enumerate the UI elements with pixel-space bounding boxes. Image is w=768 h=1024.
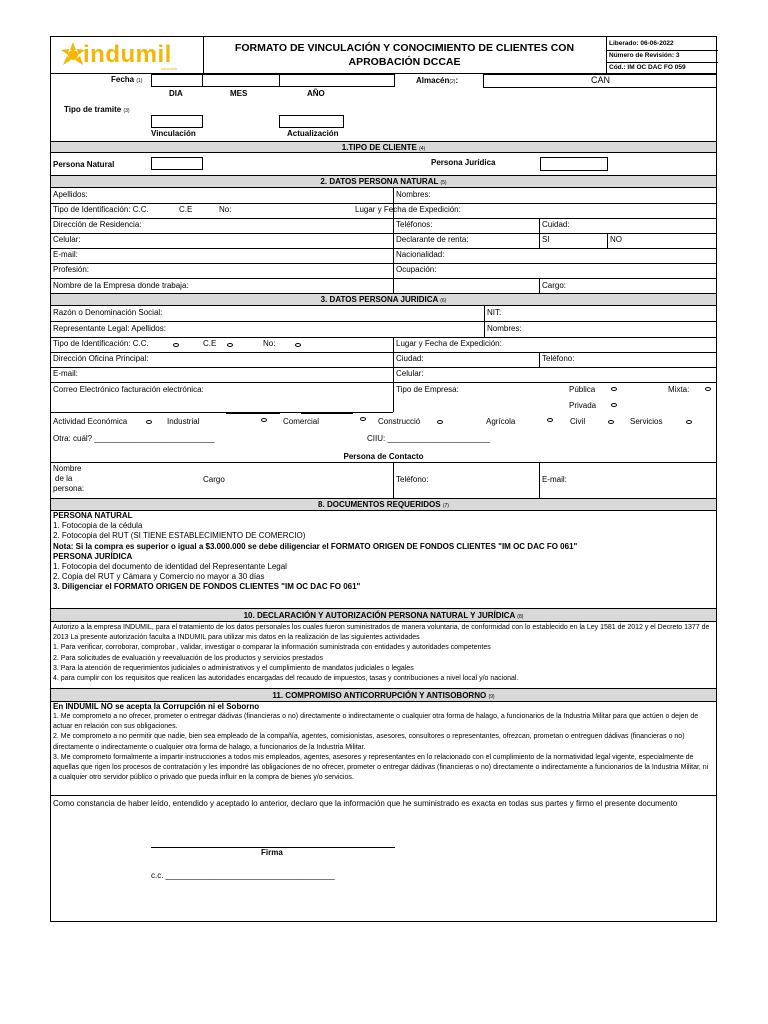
otra-cual-field[interactable]: Otra: cuál? ___________________________ (53, 434, 215, 443)
comercial-label: Comercial (283, 417, 320, 426)
pj-tipo-id-label: Tipo de Identificación: C.C. (53, 339, 149, 348)
pn-docs-title: PERSONA NATURAL (53, 511, 133, 520)
pn-doc-2: 2. Fotocopia del RUT (SI TIENE ESTABLECIMIENTO DE COMERCIO) (53, 531, 306, 541)
nota: Nota: Si la compra es superior o igual a $3.000.000 se debe diligenciar el FORMATO ORIGEN DE FONDOS CLIENTES "IM OC DAC FO 061" (53, 541, 578, 551)
persona-juridica-label: Persona Jurídica (431, 158, 496, 167)
logo-tagline: colombia (161, 66, 178, 71)
fecha-label: Fecha (1) (111, 75, 143, 84)
construccion-label: Construcció (378, 417, 421, 426)
direccion-label: Dirección de Residencia: (53, 220, 142, 229)
compromiso-item-2: 2. Me comprometo a no permitir que nadie, bien sea empleado de la compañía, agentes, comisionistas, asesores, consultores o representantes, ofrezcan, prometan o entreguen dádivas (financieras o no) directamente o indirectamente o cualquier otra forma de halago, a funcionarios de la Industria Militar. (53, 733, 685, 751)
servicios-radio[interactable] (686, 420, 692, 424)
constancia-text: Como constancia de haber leído, entendido y aceptado lo anterior, declaro que la información que he suministrado es exacta en todas sus partes y firmo el presente documento (53, 799, 678, 808)
pj-ce-label: C.E (203, 339, 217, 348)
telefonos-label: Teléfonos: (396, 220, 433, 229)
civil-radio[interactable] (608, 420, 614, 424)
persona-natural-checkbox[interactable] (151, 157, 203, 170)
actualizacion-checkbox[interactable] (279, 115, 344, 128)
contacto-nombre-label: Nombre de la persona: (53, 464, 85, 493)
civil-label: Civil (570, 417, 586, 426)
construccion-radio-2[interactable] (437, 420, 443, 424)
documentos-requeridos (53, 511, 713, 593)
nit-label: NIT: (487, 308, 502, 317)
privada-label: Privada (569, 401, 597, 410)
declaracion-item-4: 4. para cumplir con los requisitos que realicen las autoridades encargadas del recaudo de impuestos, tasas y contribuciones a nivel local y/o nacional. (53, 675, 519, 683)
pj-no-label: No: (263, 339, 276, 348)
contacto-cargo-label: Cargo (203, 475, 225, 484)
pj-doc-2: 2. Copia del RUT y Cámara y Comercio no mayor a 30 días (53, 572, 265, 582)
compromiso-item-1: 1. Me comprometo a no ofrecer, prometer o entregar dádivas (financieras o no) directamente o indirectamente o cualquier otra forma de halago, a funcionarios de la Industria Militar para que actúen o dejen de actuar en relación con sus obligaciones. (53, 713, 699, 731)
representante-nombres-label: Nombres: (487, 324, 522, 333)
contacto-email-label: E-mail: (542, 475, 567, 484)
persona-contacto-title: Persona de Contacto (343, 452, 424, 461)
pj-doc-3: 3. Diligenciar el FORMATO ORIGEN DE FONDOS CLIENTES "IM OC DAC FO 061" (53, 582, 361, 592)
pj-ce-radio[interactable] (227, 343, 233, 347)
anio-label: AÑO (307, 89, 325, 98)
agricola-label: Agrícola (486, 417, 516, 426)
privada-radio[interactable] (611, 403, 617, 407)
section-10-header: 10. DECLARACIÓN Y AUTORIZACIÓN PERSONA NATURAL Y JURÍDICA (8) (51, 608, 716, 622)
declarante-renta-label: Declarante de renta: (396, 235, 469, 244)
declaracion-intro: Autorizo a la empresa INDUMIL, para el tratamiento de los datos personales los cuales fueron suministrados de manera voluntaria, de conformidad con lo establecido en la Ley 1581 de 2012 y el Decreto 1377 de 2013 La presente autorización faculta a INDUMIL para utilizar mis datos en la realización de las siguientes actividades (53, 624, 710, 642)
section-2-header: 2. DATOS PERSONA NATURAL (5) (51, 175, 716, 188)
tipo-id-label: Tipo de Identificación: C.C. (53, 205, 149, 214)
pj-no-radio[interactable] (295, 343, 301, 347)
section-1-header: 1.TIPO DE CLIENTE (4) (51, 141, 716, 153)
servicios-label: Servicios (630, 417, 663, 426)
mes-label: MES (230, 89, 248, 98)
form-page (50, 36, 717, 922)
apellidos-label: Apellidos: (53, 190, 88, 199)
cargo-label: Cargo: (542, 281, 567, 290)
persona-juridica-checkbox[interactable] (540, 157, 608, 171)
nombres-label: Nombres: (396, 190, 431, 199)
ce-label: C.E (179, 205, 193, 214)
pj-email-label: E-mail: (53, 369, 78, 378)
publica-radio[interactable] (611, 387, 617, 391)
representante-legal-label: Representante Legal: Apellidos: (53, 324, 166, 333)
lugar-fecha-expedicion-label: Lugar y Fecha de Expedición: (355, 205, 461, 214)
mixta-label: Mixta: (668, 385, 690, 394)
declaracion-text (53, 623, 713, 684)
email-label: E-mail: (53, 250, 78, 259)
form-title-line2: APROBACIÓN DCCAE (348, 56, 461, 68)
pj-telefono-label: Teléfono: (542, 354, 575, 363)
indumil-logo (57, 39, 197, 71)
section-3-header: 3. DATOS PERSONA JURIDICA (6) (51, 293, 716, 306)
fecha-dia-field[interactable] (151, 74, 203, 87)
tipo-tramite-label: Tipo de tramite (3) (64, 105, 130, 114)
almacen-label: Almacén(2): (416, 76, 459, 85)
compromiso-item-3: 3. Me comprometo formalmente a impartir instrucciones a todos mis empleados, agentes, asesores y representantes en lo relacionado con el cumplimiento de la normatividad legal vigente, especialmente de aquellas que rigen los procesos de contratación y les impondré las obligaciones de no ofrecer, prometer o entregar dádivas (financieras o no) directamente o indirectamente a funcionarios de la Industria Militar, ni a cualquier otro servidor público o privado que pueda influir en la compra de bienes y/o servicios. (53, 753, 709, 782)
publica-label: Pública (569, 385, 596, 394)
comercial-radio[interactable] (261, 418, 267, 422)
fecha-mes-field[interactable] (202, 74, 280, 87)
firma-label: Firma (261, 848, 283, 857)
vinculacion-checkbox[interactable] (151, 115, 203, 128)
fecha-anio-field[interactable] (279, 74, 395, 87)
nacionalidad-label: Nacionalidad: (396, 250, 445, 259)
contacto-telefono-label: Teléfono: (396, 475, 429, 484)
vinculacion-label: Vinculación (151, 129, 196, 138)
pj-lugar-fecha-label: Lugar y Fecha de Expedición: (396, 339, 502, 348)
compromiso-text (53, 702, 713, 783)
industrial-label: Industrial (167, 417, 200, 426)
compromiso-subtitle: En INDUMIL NO se acepta la Corrupción ni el Soborno (53, 702, 260, 711)
no-label: No: (219, 205, 232, 214)
pj-celular-label: Celular: (396, 369, 424, 378)
pn-doc-1: 1. Fotocopia de la cédula (53, 521, 143, 531)
pj-doc-1: 1. Fotocopia del documento de identidad del Representante Legal (53, 562, 287, 572)
document-code: Cód.: IM OC DAC FO 059 (609, 64, 686, 71)
ciiu-field[interactable]: CIIU: _______________________ (367, 434, 490, 443)
revision-number: Número de Revisión: 3 (609, 52, 680, 59)
pj-docs-title: PERSONA JURÍDICA (53, 551, 133, 561)
declarante-si-option[interactable]: SI (542, 235, 550, 244)
cc-field[interactable]: c.c. ______________________________________ (151, 871, 335, 880)
declarante-no-option[interactable]: NO (610, 235, 622, 244)
logo-wordmark: indumil (83, 41, 172, 68)
form-title-line1: FORMATO DE VINCULACIÓN Y CONOCIMIENTO DE CLIENTES CON (234, 42, 575, 54)
profesion-label: Profesión: (53, 265, 90, 274)
razon-social-label: Razón o Denominación Social: (53, 308, 163, 317)
pj-cc-radio[interactable] (173, 343, 179, 347)
almacen-value: CAN (591, 75, 611, 85)
declaracion-item-3: 3. Para la atención de requerimientos judiciales o administrativos y el cumplimiento de mandatos judiciales o legales (53, 664, 414, 672)
correo-facturacion-label: Correo Electrónico facturación electrónica: (53, 385, 204, 394)
declaracion-item-2: 2. Para solicitudes de evaluación y reevaluación de los productos y servicios prestados (53, 654, 324, 662)
tipo-empresa-label: Tipo de Empresa: (396, 385, 459, 394)
liberado-date: Liberado: 06-06-2022 (609, 40, 674, 47)
industrial-radio[interactable] (146, 420, 152, 424)
ocupacion-label: Ocupación: (396, 265, 437, 274)
actualizacion-label: Actualización (287, 129, 339, 138)
pj-ciudad-label: Ciudad: (396, 354, 424, 363)
mixta-radio[interactable] (705, 387, 711, 391)
actividad-economica-label: Actividad Económica (53, 417, 128, 426)
ciudad-label: Cuidad: (542, 220, 570, 229)
empresa-label: Nombre de la Empresa donde trabaja: (53, 281, 189, 290)
dia-label: DIA (169, 89, 183, 98)
direccion-oficina-label: Dirección Oficina Principal: (53, 354, 149, 363)
section-8-header: 8. DOCUMENTOS REQUERIDOS (7) (51, 498, 716, 511)
section-11-header: 11. COMPROMISO ANTICORRUPCIÓN Y ANTISOBORNO (9) (51, 688, 716, 702)
persona-natural-label: Persona Natural (53, 160, 115, 169)
celular-label: Celular: (53, 235, 81, 244)
construccion-radio[interactable] (360, 417, 366, 421)
declaracion-item-1: 1. Para verificar, corroborar, comprobar , validar, investigar o comparar la información suministrada con entidades y autoridades competentes (53, 644, 491, 652)
agricola-radio[interactable] (547, 418, 553, 422)
